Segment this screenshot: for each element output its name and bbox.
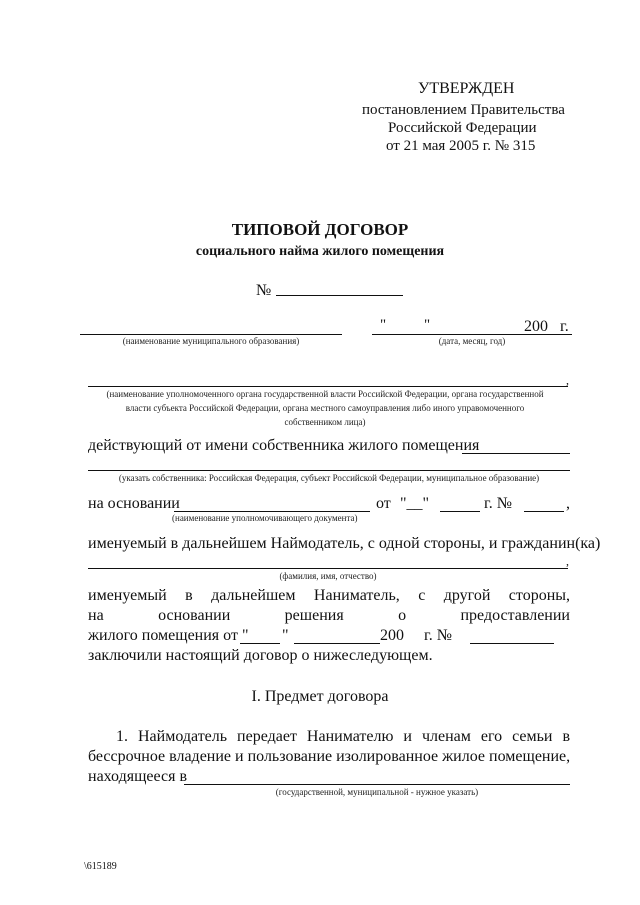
footer-code: \615189	[84, 861, 117, 872]
tenant-para-line-3-b: "	[282, 627, 289, 644]
approval-line-1: постановлением Правительства	[362, 102, 565, 118]
tenant-para-line-2: на основании решения о предоставлении	[88, 607, 570, 624]
basis-doc-blank	[174, 511, 370, 512]
landlord-text: именуемый в дальнейшем Наймодатель, с одной стороны, и гражданин(ка)	[88, 535, 601, 552]
section-1-heading: I. Предмет договора	[251, 688, 389, 705]
basis-year-label: г. №	[484, 495, 513, 512]
document-title: ТИПОВОЙ ДОГОВОР	[231, 220, 409, 239]
approval-line-2: Российской Федерации	[388, 120, 537, 136]
section-1-para-line-2: бессрочное владение и пользование изолированное жилое помещение,	[88, 748, 571, 765]
owner-inline-blank	[462, 453, 570, 454]
tenant-name-blank	[88, 568, 568, 569]
number-blank	[276, 295, 403, 296]
organ-caption-line-2: власти субъекта Российской Федерации, органа местного самоуправления либо иного управомоченного	[125, 403, 525, 413]
approval-line-3: от 21 мая 2005 г. № 315	[386, 138, 536, 154]
municipality-caption: (наименование муниципального образования)	[122, 336, 300, 346]
section-1-para-line-3: находящееся в	[88, 768, 188, 785]
basis-text: на основании	[88, 495, 180, 512]
tenant-para-line-3-a: жилого помещения от "	[88, 627, 249, 644]
ownership-type-blank	[184, 784, 570, 785]
date-blank	[372, 334, 572, 335]
basis-quotes: "__"	[400, 495, 430, 512]
date-year: 200	[524, 318, 548, 335]
tenant-para-line-4: заключили настоящий договор о нижеследующем.	[88, 647, 433, 664]
approval-title: УТВЕРЖДЕН	[418, 80, 515, 97]
organ-comma: ,	[566, 373, 569, 387]
basis-date-blank	[440, 511, 480, 512]
basis-comma: ,	[566, 495, 570, 512]
landlord-comma: ,	[566, 554, 569, 568]
decision-day-blank	[240, 643, 280, 644]
organ-caption-line-1: (наименование уполномоченного органа государственной власти Российской Федерации, органа государственной	[106, 389, 544, 399]
tenant-para-line-3-no: г. №	[424, 627, 453, 644]
basis-caption: (наименование уполномочивающего документа)	[172, 513, 358, 523]
number-label: №	[256, 282, 272, 299]
organ-blank	[88, 386, 568, 387]
organ-caption-line-3: собственником лица)	[284, 417, 366, 427]
tenant-name-caption: (фамилия, имя, отчество)	[279, 571, 377, 581]
date-caption: (дата, месяц, год)	[438, 336, 506, 346]
section-1-para-line-1: 1. Наймодатель передает Нанимателю и членам его семьи в	[116, 728, 570, 745]
decision-month-blank	[294, 643, 380, 644]
owner-blank	[88, 470, 570, 471]
tenant-para-line-3-year: 200	[380, 627, 404, 644]
owner-caption: (указать собственника: Российская Федерация, субъект Российской Федерации, муниципальное образование)	[118, 473, 540, 483]
date-year-suffix: г.	[560, 318, 569, 335]
owner-text: действующий от имени собственника жилого помещения	[88, 437, 480, 454]
document-subtitle: социального найма жилого помещения	[195, 244, 445, 259]
decision-number-blank	[470, 643, 554, 644]
basis-from: от	[376, 495, 391, 512]
basis-number-blank	[524, 511, 564, 512]
date-quote-open: "	[380, 317, 387, 333]
date-quote-close: "	[424, 317, 431, 333]
municipality-blank	[80, 334, 342, 335]
tenant-para-line-1: именуемый в дальнейшем Наниматель, с другой стороны,	[88, 587, 570, 604]
ownership-type-caption: (государственной, муниципальной - нужное указать)	[275, 787, 479, 797]
